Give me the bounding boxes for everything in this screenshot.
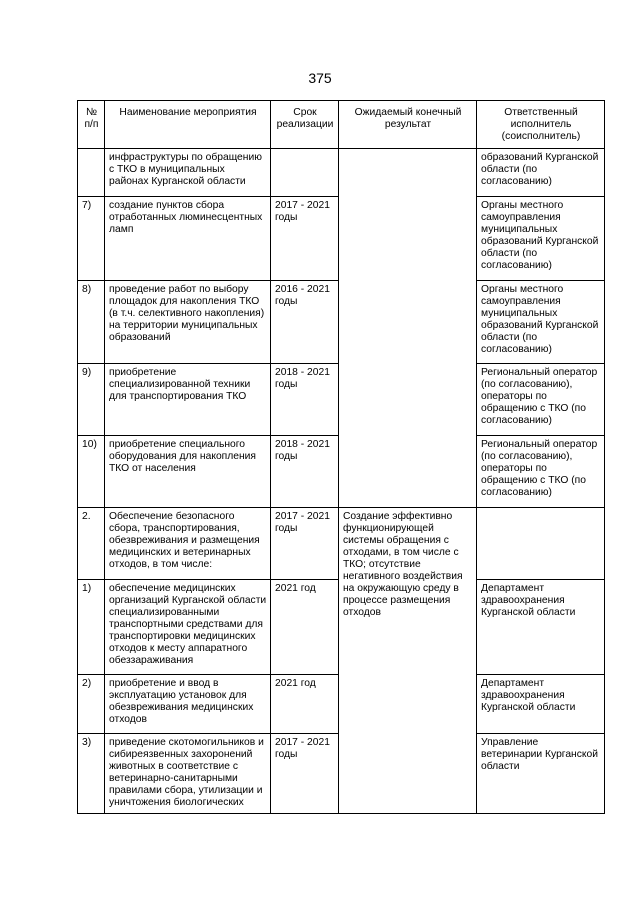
table-row bbox=[78, 508, 605, 580]
table-row bbox=[78, 149, 605, 197]
row-name: приведение скотомогильников и сибиреязвенных захоронений животных в соответствие с ветеринарно-санитарными правилами сбора, утилизации и уничтожения биологических bbox=[105, 734, 271, 814]
row-executor: Региональный оператор (по согласованию), операторы по обращению с ТКО (по согласованию) bbox=[477, 436, 605, 508]
row-num: 1) bbox=[78, 580, 105, 675]
row-num bbox=[78, 149, 105, 197]
row-term: 2017 - 2021 годы bbox=[271, 508, 339, 580]
header-executor: Ответственный исполнитель (соисполнитель) bbox=[477, 101, 605, 149]
row-executor: Департамент здравоохранения Курганской области bbox=[477, 675, 605, 734]
row-term bbox=[271, 149, 339, 197]
row-num: 10) bbox=[78, 436, 105, 508]
row-num: 3) bbox=[78, 734, 105, 814]
row-num: 2) bbox=[78, 675, 105, 734]
row-name: создание пунктов сбора отработанных люминесцентных ламп bbox=[105, 197, 271, 281]
row-executor: Региональный оператор (по согласованию), операторы по обращению с ТКО (по согласованию) bbox=[477, 364, 605, 436]
row-result: Создание эффективно функционирующей системы обращения с отходами, в том числе с ТКО; отсутствие негативного воздействия на окружающую среду в процессе размещения отходов bbox=[339, 508, 477, 814]
header-num: № п/п bbox=[78, 101, 105, 149]
row-num: 9) bbox=[78, 364, 105, 436]
header-term: Срок реализации bbox=[271, 101, 339, 149]
row-name: инфраструктуры по обращению с ТКО в муниципальных районах Курганской области bbox=[105, 149, 271, 197]
row-result-empty bbox=[339, 149, 477, 508]
header-name: Наименование мероприятия bbox=[105, 101, 271, 149]
row-name: приобретение специализированной техники для транспортирования ТКО bbox=[105, 364, 271, 436]
row-term: 2016 - 2021 годы bbox=[271, 281, 339, 364]
table-header-row bbox=[78, 101, 605, 149]
row-executor bbox=[477, 508, 605, 580]
row-executor: Органы местного самоуправления муниципальных образований Курганской области (по согласованию) bbox=[477, 197, 605, 281]
row-executor: Органы местного самоуправления муниципальных образований Курганской области (по согласованию) bbox=[477, 281, 605, 364]
row-num: 8) bbox=[78, 281, 105, 364]
row-term: 2021 год bbox=[271, 580, 339, 675]
row-num: 7) bbox=[78, 197, 105, 281]
row-term: 2017 - 2021 годы bbox=[271, 734, 339, 814]
row-name: проведение работ по выбору площадок для накопления ТКО (в т.ч. селективного накопления) на территории муниципальных образований bbox=[105, 281, 271, 364]
row-name: Обеспечение безопасного сбора, транспортирования, обезвреживания и размещения медицинских и ветеринарных отходов, в том числе: bbox=[105, 508, 271, 580]
row-term: 2021 год bbox=[271, 675, 339, 734]
page-number: 375 bbox=[308, 70, 332, 86]
row-name: обеспечение медицинских организаций Курганской области специализированными транспортными средствами для транспортировки медицинских отходов к месту аппаратного обеззараживания bbox=[105, 580, 271, 675]
row-term: 2017 - 2021 годы bbox=[271, 197, 339, 281]
row-executor: образований Курганской области (по согласованию) bbox=[477, 149, 605, 197]
measures-table bbox=[77, 100, 605, 814]
row-executor: Управление ветеринарии Курганской области bbox=[477, 734, 605, 814]
row-term: 2018 - 2021 годы bbox=[271, 364, 339, 436]
row-term: 2018 - 2021 годы bbox=[271, 436, 339, 508]
row-name: приобретение и ввод в эксплуатацию установок для обезвреживания медицинских отходов bbox=[105, 675, 271, 734]
row-name: приобретение специального оборудования для накопления ТКО от населения bbox=[105, 436, 271, 508]
row-executor: Департамент здравоохранения Курганской области bbox=[477, 580, 605, 675]
header-result: Ожидаемый конечный результат bbox=[339, 101, 477, 149]
row-num: 2. bbox=[78, 508, 105, 580]
